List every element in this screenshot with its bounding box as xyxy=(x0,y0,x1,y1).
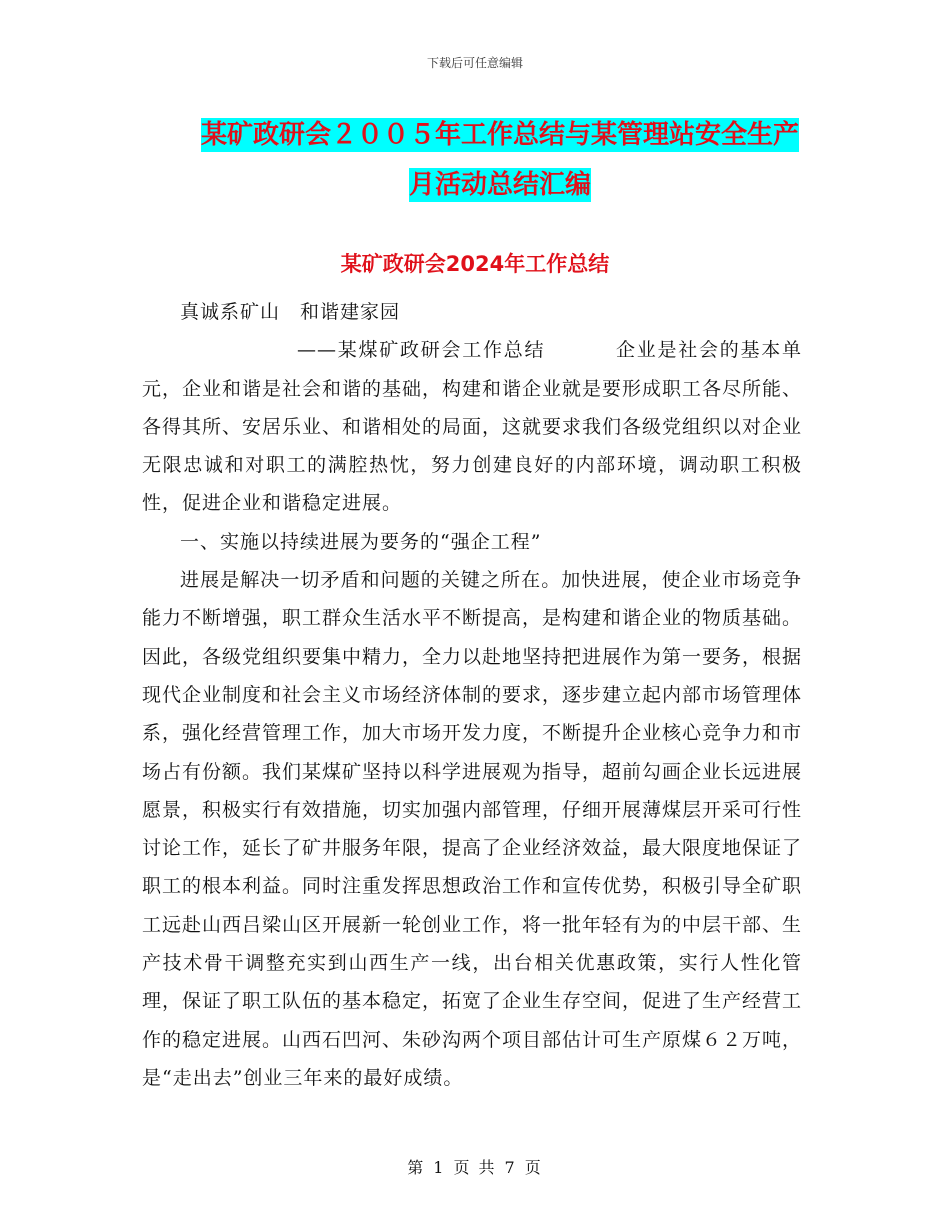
header-note: 下载后可任意编辑 xyxy=(426,56,523,70)
section-title: 某矿政研会2024年工作总结 xyxy=(340,252,610,276)
document-title xyxy=(140,110,860,210)
footer-mid: 页 共 xyxy=(453,1158,497,1177)
footer-total-pages: 7 xyxy=(504,1158,517,1177)
footer-prefix: 第 xyxy=(407,1158,426,1177)
footer-suffix: 页 xyxy=(524,1158,543,1177)
paragraph-1: 企业是社会的基本单元，企业和谐是社会和谐的基础，构建和谐企业就是要形成职工各尽所能、各得其所、安居乐业、和谐相处的局面，这就要求我们各级党组织以对企业无限忠诚和对职工的满腔热忱，努力创建良好的内部环境，调动职工积极性，促进企业和谐稳定进展。 xyxy=(142,339,803,515)
paragraph-2: 进展是解决一切矛盾和问题的关键之所在。加快进展，使企业市场竞争能力不断增强，职工群众生活水平不断提高，是构建和谐企业的物质基础。因此，各级党组织要集中精力，全力以赴地坚持把进展作为第一要务，根据现代企业制度和社会主义市场经济体制的要求，逐步建立起内部市场管理体系，强化经营管理工作，加大市场开发力度，不断提升企业核心竞争力和市场占有份额。我们某煤矿坚持以科学进展观为指导，超前勾画企业长远进展愿景，积极实行有效措施，切实加强内部管理，仔细开展薄煤层开采可行性讨论工作，延长了矿井服务年限，提高了企业经济效益，最大限度地保证了职工的根本利益。同时注重发挥思想政治工作和宣传优势，积极引导全矿职工远赴山西吕梁山区开展新一轮创业工作，将一批年轻有为的中层干部、生产技术骨干调整充实到山西生产一线，出台相关优惠政策，实行人性化管理，保证了职工队伍的基本稳定，拓宽了企业生存空间，促进了生产经营工作的稳定进展。山西石凹河、朱砂沟两个项目部估计可生产原煤６２万吨，是“走出去”创业三年来的最好成绩。 xyxy=(142,569,803,1089)
title-line-2: 月活动总结汇编 xyxy=(408,170,591,200)
subtitle-line: 真诚系矿山 和谐建家园 xyxy=(180,301,401,323)
body-text xyxy=(142,293,802,1097)
heading-1: 一、实施以持续进展为要务的“强企工程” xyxy=(180,530,542,553)
page-footer xyxy=(0,1155,950,1178)
footer-current-page: 1 xyxy=(433,1158,446,1177)
byline: ——某煤矿政研会工作总结 xyxy=(297,339,546,362)
byline-paragraph xyxy=(142,331,802,522)
title-line-1: 某矿政研会２００５年工作总结与某管理站安全生产 xyxy=(200,120,799,150)
